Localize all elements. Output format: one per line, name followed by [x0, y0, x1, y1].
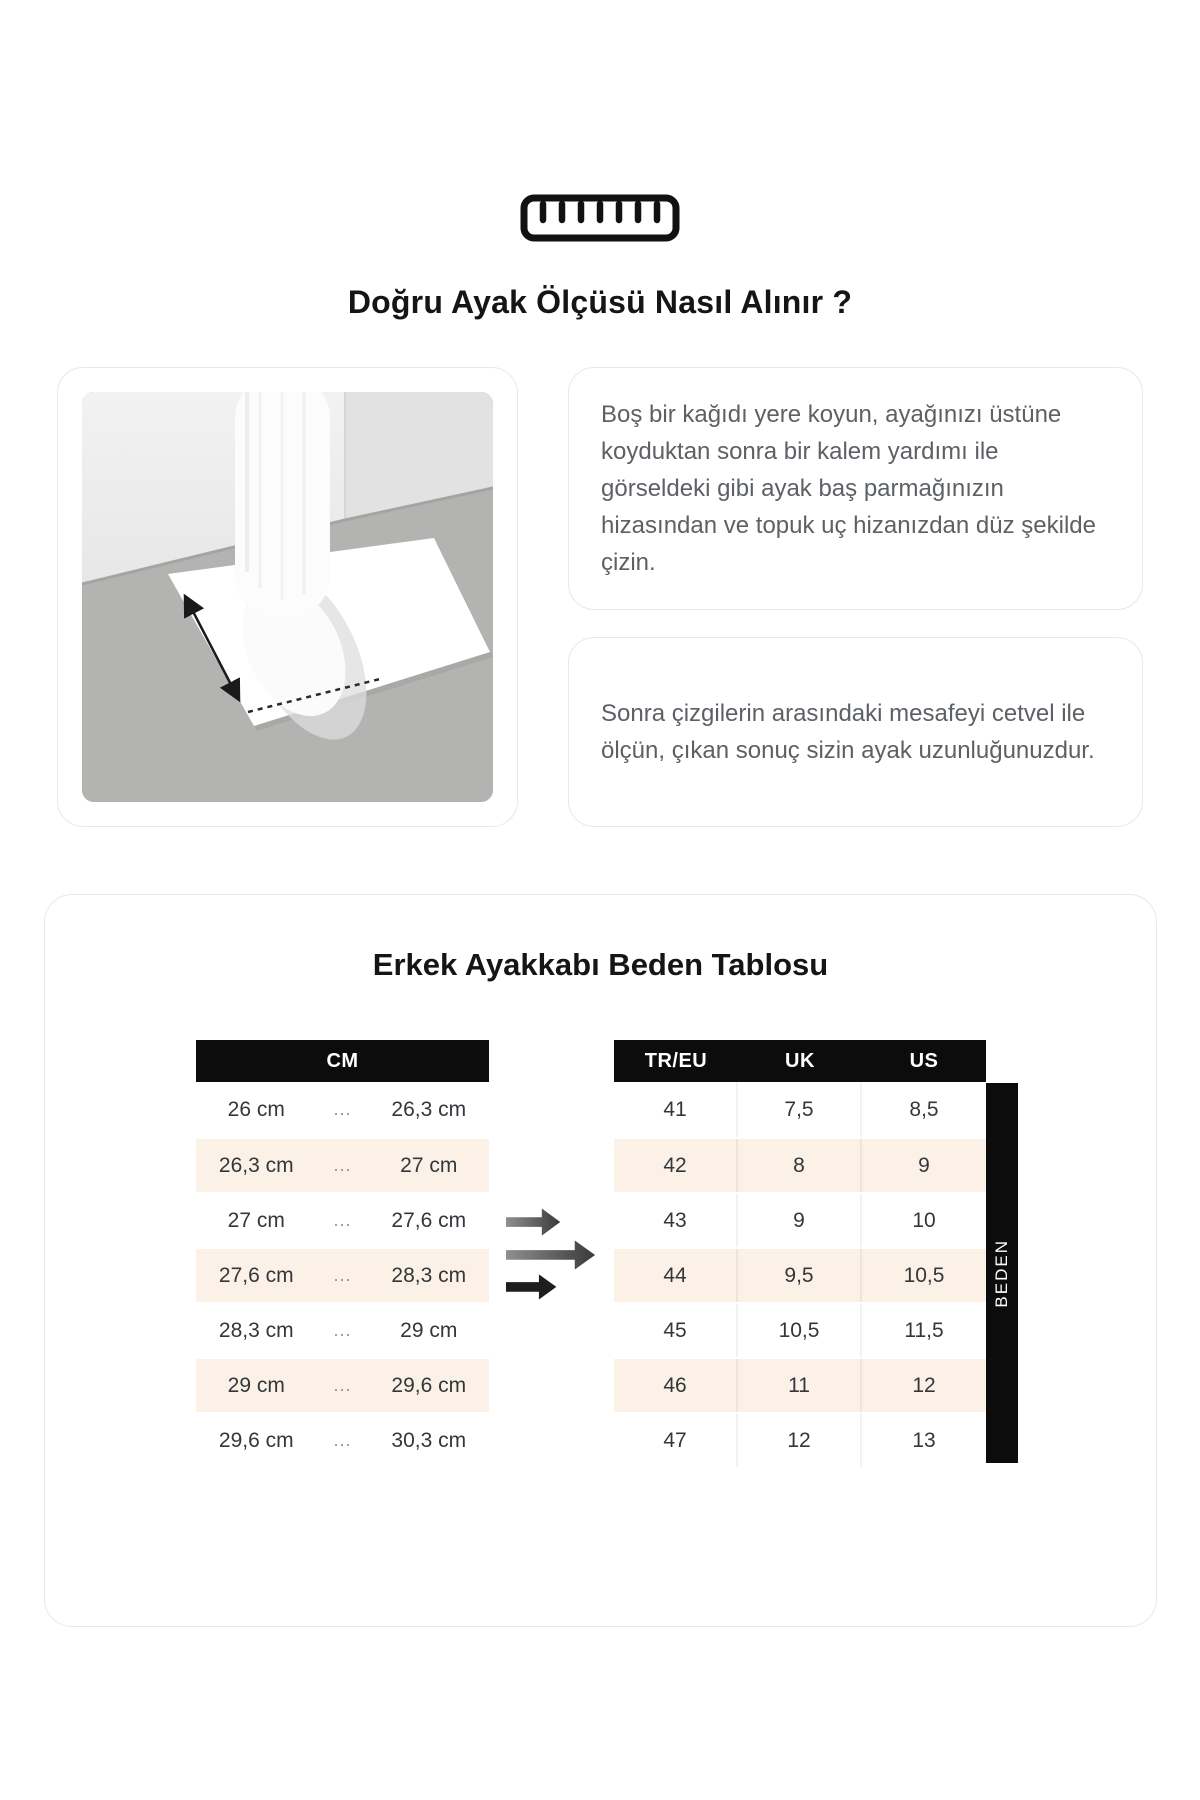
- table-cell: 30,3 cm: [391, 1428, 467, 1452]
- instruction-text-draw: Boş bir kağıdı yere koyun, ayağınızı üstüne koyduktan sonra bir kalem yardımı ile görseldeki gibi ayak baş parmağınızın hizasından ve topuk uç hizanızdan düz şekilde çizin.: [601, 401, 1096, 576]
- table-cell: 9,5: [738, 1249, 862, 1302]
- table-cell: 10,5: [738, 1304, 862, 1357]
- table-cell: ...: [333, 1320, 352, 1340]
- table-cell: 12: [738, 1414, 862, 1467]
- foot-measurement-photo: [82, 392, 493, 802]
- cm-table-rows: [196, 1082, 489, 1467]
- table-cell: 11,5: [904, 1318, 944, 1342]
- cm-range-table: [196, 1040, 489, 1467]
- table-cell: 27 cm: [227, 1208, 285, 1232]
- table-cell: 29,6 cm: [391, 1373, 467, 1397]
- table-cell: 45: [614, 1304, 738, 1357]
- table-row: [196, 1247, 489, 1302]
- ruler-icon: [520, 194, 680, 242]
- arrows-box: [489, 1040, 614, 1467]
- table-row: [614, 1082, 986, 1137]
- table-cell: 13: [912, 1428, 936, 1452]
- foot-photo-card: [57, 367, 518, 827]
- table-row: [196, 1302, 489, 1357]
- header-icon-row: [0, 0, 1200, 242]
- measurement-instructions-section: [57, 367, 1143, 827]
- table-row: [196, 1137, 489, 1192]
- table-cell: 44: [614, 1249, 738, 1302]
- size-table-rows: [614, 1082, 986, 1467]
- table-row: [196, 1412, 489, 1467]
- table-cell: ...: [333, 1375, 352, 1395]
- table-row: [614, 1302, 986, 1357]
- beden-side-label: [986, 1083, 1018, 1463]
- table-cell: ...: [333, 1099, 352, 1119]
- table-row: [196, 1082, 489, 1137]
- international-size-table: [614, 1040, 986, 1467]
- table-cell: 46: [614, 1359, 738, 1412]
- table-cell: 27 cm: [400, 1153, 458, 1177]
- table-row: [614, 1412, 986, 1467]
- table-row: [196, 1192, 489, 1247]
- table-cell: 27,6 cm: [218, 1263, 294, 1287]
- cm-table-header: [196, 1040, 489, 1082]
- column-header-tr-eu: TR/EU: [644, 1049, 708, 1072]
- instruction-card-draw: [568, 367, 1143, 610]
- size-table-section: [44, 894, 1157, 1627]
- table-cell: 9: [918, 1153, 930, 1177]
- table-row: [614, 1137, 986, 1192]
- table-cell: 26,3 cm: [218, 1153, 294, 1177]
- table-cell: 29 cm: [227, 1373, 285, 1397]
- table-cell: 10: [912, 1208, 936, 1232]
- table-cell: 12: [912, 1373, 936, 1397]
- table-cell: 26,3 cm: [391, 1097, 467, 1121]
- table-row: [614, 1357, 986, 1412]
- size-section-title: Erkek Ayakkabı Beden Tablosu: [372, 947, 829, 982]
- table-row: [614, 1247, 986, 1302]
- table-cell: 42: [614, 1139, 738, 1192]
- table-cell: ...: [333, 1210, 352, 1230]
- page-title: Doğru Ayak Ölçüsü Nasıl Alınır ?: [347, 284, 853, 320]
- table-cell: 47: [614, 1414, 738, 1467]
- beden-label-text: BEDEN: [992, 1238, 1011, 1308]
- column-header-uk: UK: [785, 1049, 815, 1072]
- instruction-cards-column: [568, 367, 1143, 827]
- table-cell: 8,5: [909, 1097, 939, 1121]
- table-cell: ...: [333, 1430, 352, 1450]
- table-cell: 28,3 cm: [218, 1318, 294, 1342]
- table-cell: 29,6 cm: [218, 1428, 294, 1452]
- table-cell: 10,5: [903, 1263, 945, 1287]
- table-cell: 29 cm: [400, 1318, 458, 1342]
- column-header-us: US: [909, 1049, 939, 1072]
- table-row: [196, 1357, 489, 1412]
- table-cell: ...: [333, 1265, 352, 1285]
- table-cell: 28,3 cm: [391, 1263, 467, 1287]
- arrows-right-icon: [506, 1206, 598, 1302]
- table-cell: 7,5: [738, 1082, 862, 1137]
- instruction-text-measure: Sonra çizgilerin arasındaki mesafeyi cetvel ile ölçün, çıkan sonuç sizin ayak uzunluğunuzdur.: [601, 700, 1095, 764]
- table-cell: 26 cm: [227, 1097, 285, 1121]
- table-cell: 8: [738, 1139, 862, 1192]
- table-cell: 41: [614, 1082, 738, 1137]
- cm-header-label: CM: [326, 1049, 359, 1072]
- table-cell: 43: [614, 1194, 738, 1247]
- table-cell: 9: [738, 1194, 862, 1247]
- table-cell: ...: [333, 1155, 352, 1175]
- table-row: [614, 1192, 986, 1247]
- instruction-card-measure: [568, 637, 1143, 827]
- size-table-header: [614, 1040, 986, 1082]
- table-cell: 11: [738, 1359, 862, 1412]
- size-tables-layout: [196, 1040, 1018, 1467]
- table-cell: 27,6 cm: [391, 1208, 467, 1232]
